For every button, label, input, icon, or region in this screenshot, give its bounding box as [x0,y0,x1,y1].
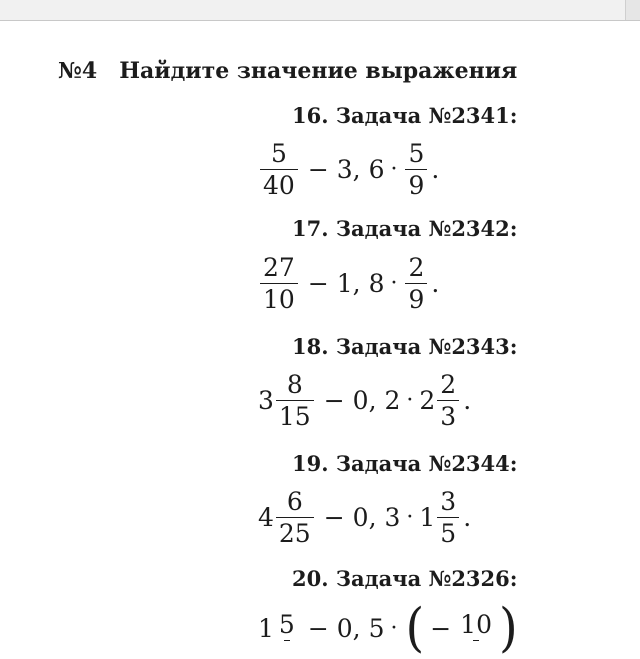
multiply-dot: · [390,271,398,296]
numerator: 27 [263,253,295,282]
numerator: 8 [286,370,303,399]
denominator: 9 [405,169,427,198]
task-title: 16. Задача №2341: [292,103,518,128]
open-parenthesis: ( [405,597,425,659]
numerator: 6 [286,487,303,516]
multiply-dot: · [390,615,398,641]
denominator: 15 [276,400,314,429]
period: . [431,269,440,298]
minus-sign: − [307,155,329,184]
exercise-heading [58,58,517,84]
numerator: 5 [408,139,425,168]
denominator: 3 [437,400,459,429]
decimal-number: 0, 5 [336,613,385,643]
fraction [276,372,314,429]
denominator: 9 [405,283,427,312]
fraction [457,612,495,644]
whole-part: 2 [419,386,436,415]
period: . [463,503,472,532]
exercise-number: №4 [58,58,98,84]
minus-sign: − [307,269,329,298]
minus-sign: − [430,613,452,643]
period: . [463,386,472,415]
numerator: 10 [460,610,492,639]
scrollbar-corner [625,0,640,20]
whole-part: 4 [258,503,274,532]
fraction [260,141,298,198]
minus-sign: − [323,386,345,415]
fraction [437,489,459,546]
task-expression [258,372,471,429]
numerator: 5 [278,610,295,639]
mixed-number [419,489,461,546]
minus-sign: − [323,503,345,532]
denominator: 25 [276,517,314,546]
fraction [405,255,427,312]
denominator: 40 [260,169,298,198]
fraction [276,612,298,644]
task-title: 20. Задача №2326: [292,566,518,591]
whole-part: 3 [258,386,274,415]
denominator [473,640,479,644]
mixed-number [258,612,300,644]
numerator: 5 [270,139,287,168]
fraction [260,255,298,312]
multiply-dot: · [406,388,414,413]
mixed-number [258,372,316,429]
denominator: 10 [260,283,298,312]
task-expression [258,141,439,198]
denominator: 5 [437,517,459,546]
task-title: 17. Задача №2342: [292,216,518,241]
task-title: 19. Задача №2344: [292,451,518,476]
exercise-title: Найдите значение выражения [119,58,518,84]
whole-part: 1 [258,613,274,643]
fraction [276,489,314,546]
task-expression [258,255,439,312]
decimal-number: 0, 2 [352,386,401,415]
whole-part: 1 [419,503,436,532]
fraction [405,141,427,198]
denominator [284,640,290,644]
multiply-dot: · [390,157,398,182]
multiply-dot: · [406,505,414,530]
close-parenthesis: ) [498,597,518,659]
decimal-number: 3, 6 [336,155,385,184]
mixed-number [258,489,316,546]
numerator: 3 [440,487,457,516]
minus-sign: − [307,613,329,643]
period: . [431,155,440,184]
numerator: 2 [408,253,425,282]
decimal-number: 0, 3 [352,503,401,532]
task-expression [258,597,520,659]
task-title: 18. Задача №2343: [292,334,518,359]
decimal-number: 1, 8 [336,269,385,298]
window-top-strip [0,0,640,21]
mixed-number [419,372,461,429]
numerator: 2 [440,370,457,399]
task-expression [258,489,471,546]
fraction [437,372,459,429]
